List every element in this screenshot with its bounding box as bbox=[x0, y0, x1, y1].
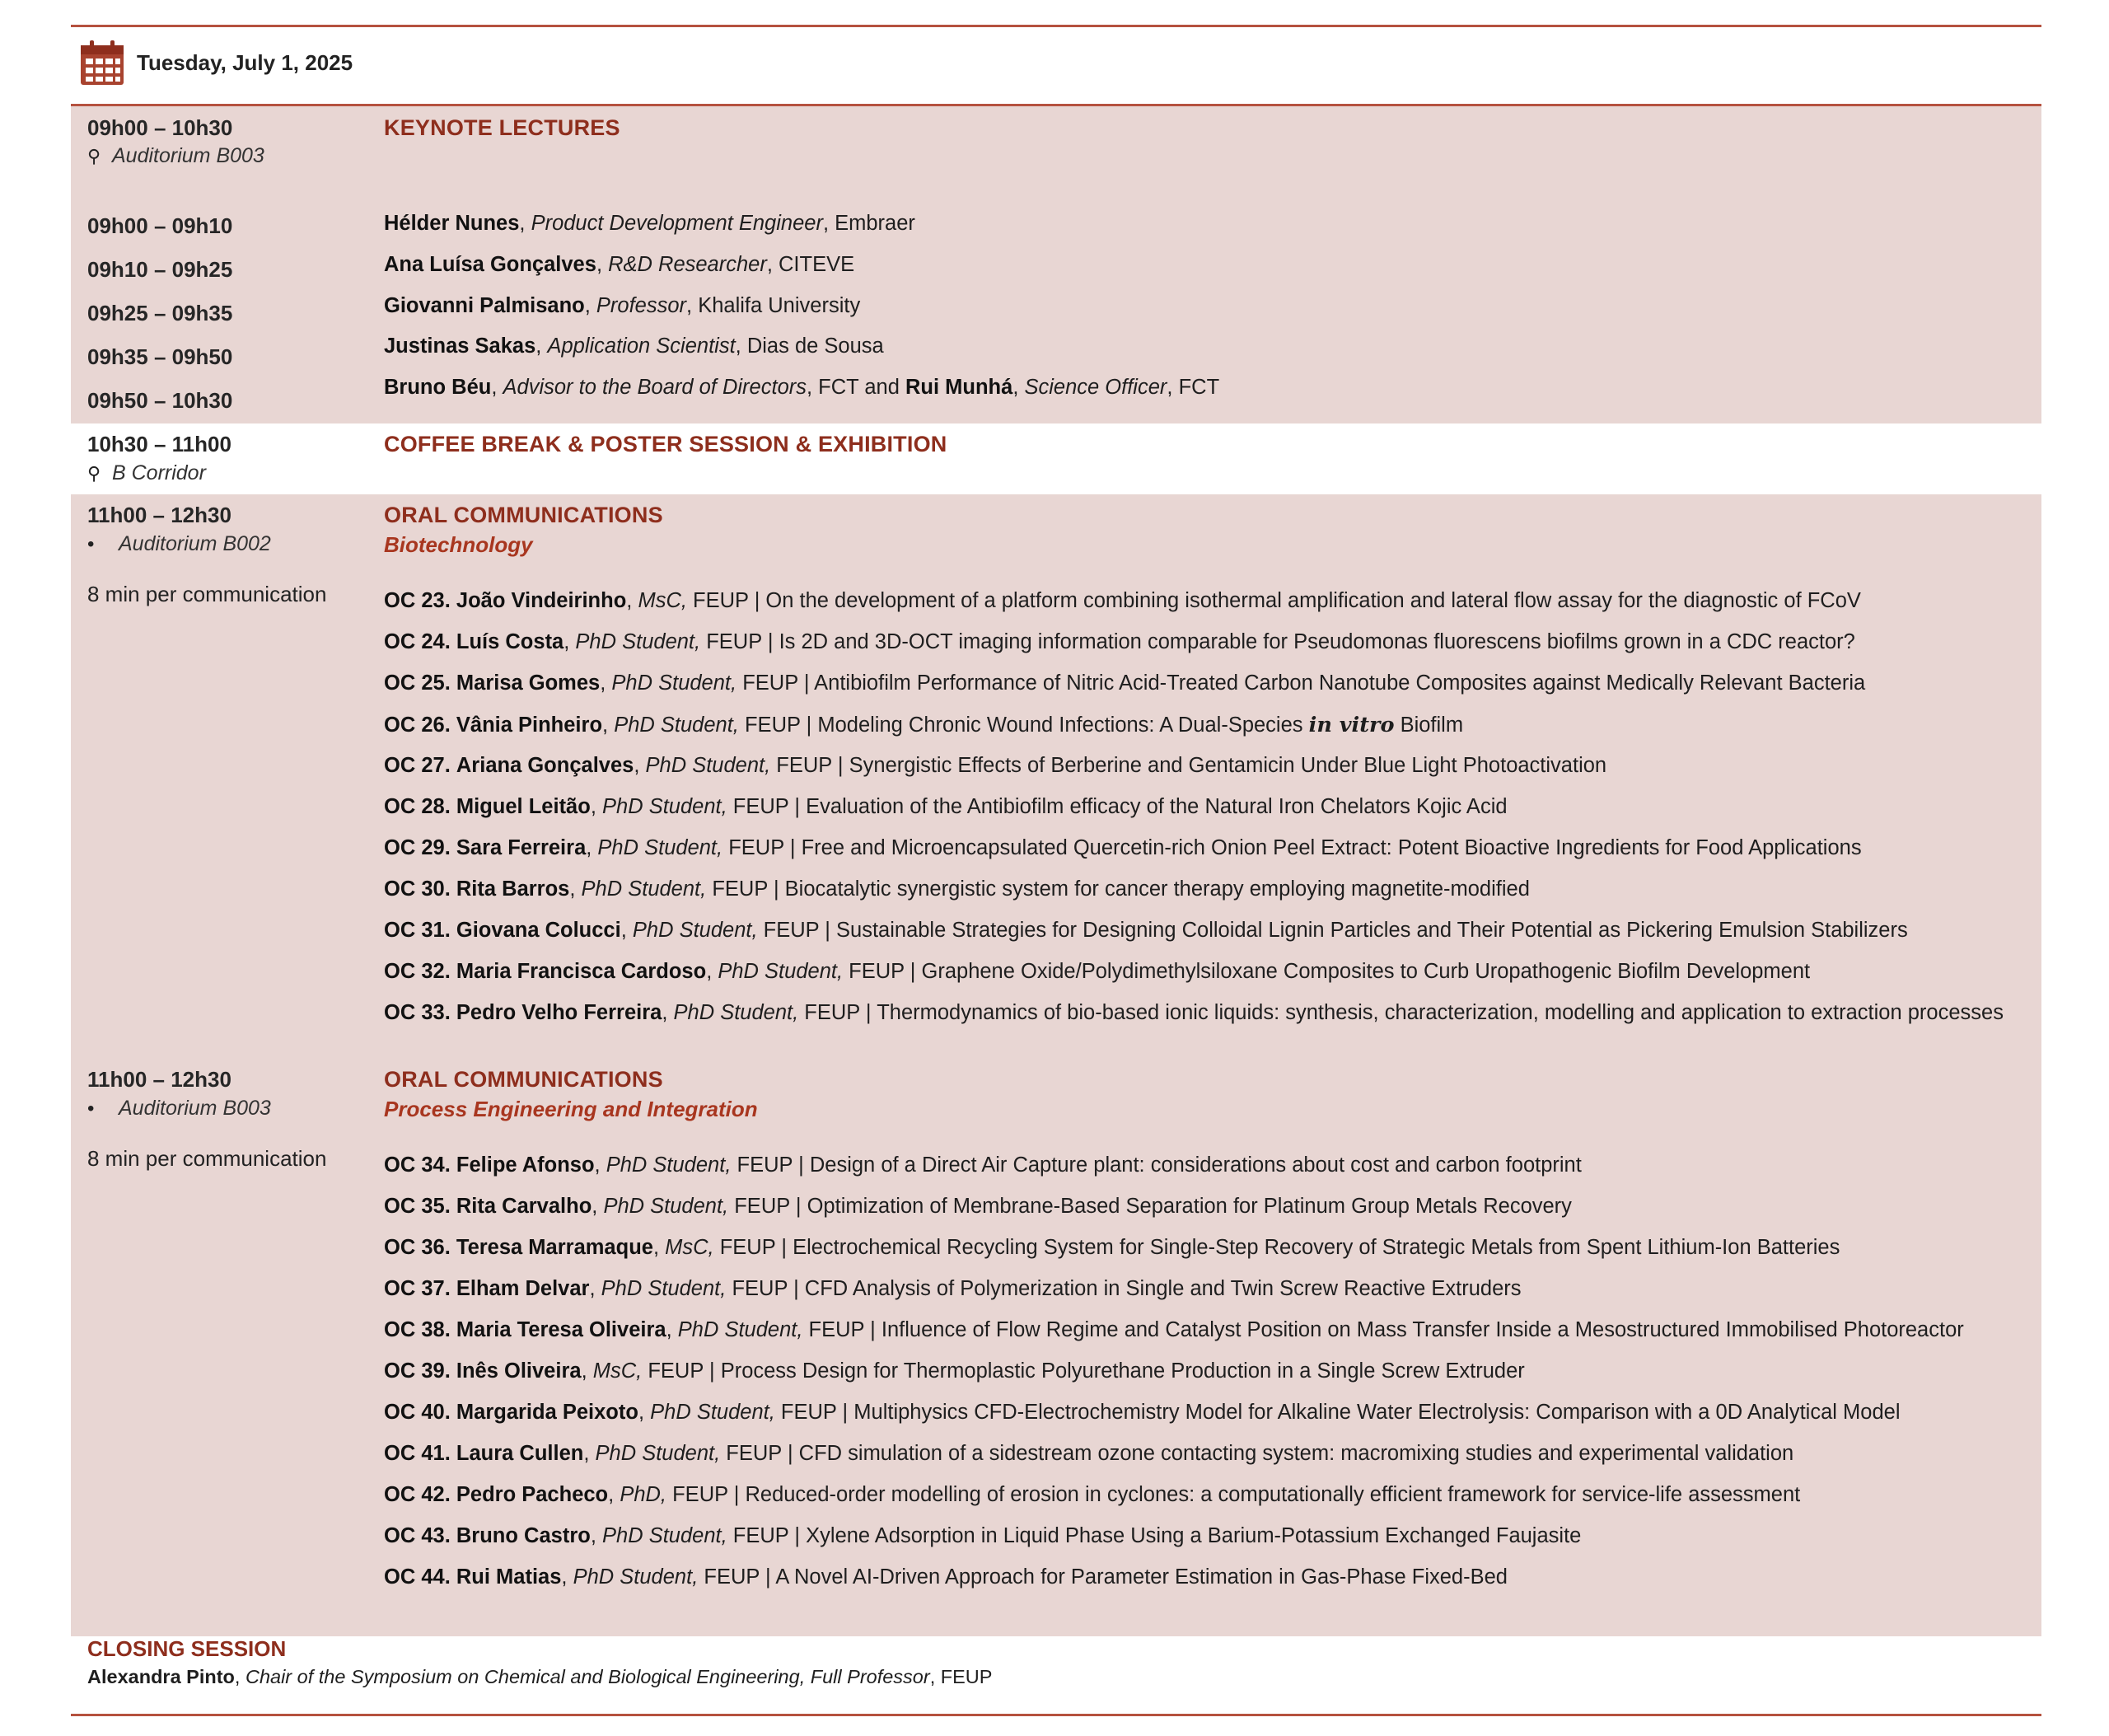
talk-org: FEUP bbox=[734, 1195, 790, 1218]
keynote-talk: Bruno Béu, Advisor to the Board of Directors, FCT and Rui Munhá, Science Officer, FCT bbox=[384, 376, 1220, 399]
talk-entry: OC 29. Sara Ferreira, PhD Student, FEUP | Free and Microencapsulated Quercetin-rich Onion Peel Extract: Potent Bioactive Ingredients for Food Applications bbox=[384, 836, 1862, 859]
coffee-time: 10h30 – 11h00 bbox=[87, 432, 231, 456]
keynote-talk: Justinas Sakas, Application Scientist, Dias de Sousa bbox=[384, 335, 884, 358]
bio-session-time: 11h00 – 12h30 bbox=[87, 503, 231, 527]
talk-speaker: Miguel Leitão bbox=[456, 795, 591, 818]
coffee-section bbox=[71, 423, 2041, 494]
talk-title: Biocatalytic synergistic system for cancer therapy employing magnetite-modified bbox=[784, 877, 1530, 901]
talk-code: OC 44. bbox=[384, 1565, 451, 1589]
talk-title-emphasis: in vitro bbox=[1308, 713, 1395, 737]
bullet-icon: • bbox=[87, 532, 95, 555]
talk-role: PhD Student, bbox=[718, 960, 844, 983]
map-pin-icon: ⚲ bbox=[87, 462, 101, 484]
speaker-name: Ana Luísa Gonçalves bbox=[384, 253, 596, 276]
talk-role: PhD Student, bbox=[597, 836, 723, 859]
bio-session-location-label: Auditorium B002 bbox=[119, 532, 271, 555]
proc-session-location-label: Auditorium B003 bbox=[119, 1097, 271, 1120]
speaker-org: CITEVE bbox=[779, 253, 855, 276]
talk-entry: OC 42. Pedro Pacheco, PhD, FEUP | Reduced-order modelling of erosion in cyclones: a computationally efficient framework for service-life assessment bbox=[384, 1483, 1801, 1506]
talk-entry: OC 33. Pedro Velho Ferreira, PhD Student, FEUP | Thermodynamics of bio-based ionic liquids: synthesis, characterization, modelling and application to extraction processes bbox=[384, 1001, 2004, 1024]
talk-role: PhD Student, bbox=[573, 1565, 699, 1589]
talk-role: PhD Student, bbox=[677, 1318, 803, 1341]
talk-title: Influence of Flow Regime and Catalyst Position on Mass Transfer Inside a Mesostructured Immobilised Photoreactor bbox=[881, 1318, 1964, 1341]
talk-code: OC 28. bbox=[384, 795, 451, 818]
speaker-role: Application Scientist bbox=[547, 335, 736, 358]
talk-title: Electrochemical Recycling System for Single-Step Recovery of Strategic Metals from Spent Lithium-Ion Batteries bbox=[793, 1236, 1840, 1259]
talk-role: PhD Student, bbox=[602, 1524, 727, 1547]
talk-org: FEUP bbox=[742, 671, 798, 695]
talk-title: Multiphysics CFD-Electrochemistry Model for Alkaline Water Electrolysis: Comparison with a 0D Analytical Model bbox=[853, 1401, 1901, 1424]
talk-title: Design of a Direct Air Capture plant: considerations about cost and carbon footprint bbox=[809, 1153, 1582, 1177]
talk-role: MsC, bbox=[592, 1359, 643, 1383]
talk-entry: OC 36. Teresa Marramaque, MsC, FEUP | Electrochemical Recycling System for Single-Step Recovery of Strategic Metals from Spent Lithium-Ion Batteries bbox=[384, 1236, 1840, 1259]
talk-speaker: Maria Teresa Oliveira bbox=[456, 1318, 666, 1341]
speaker-role: R&D Researcher bbox=[608, 253, 767, 276]
talk-entry: OC 41. Laura Cullen, PhD Student, FEUP | CFD simulation of a sidestream ozone contacting system: macromixing studies and experimental validation bbox=[384, 1442, 1794, 1465]
talk-role: PhD Student, bbox=[645, 754, 771, 777]
speaker-name: Justinas Sakas bbox=[384, 335, 536, 358]
talk-entry: OC 26. Vânia Pinheiro, PhD Student, FEUP | Modeling Chronic Wound Infections: A Dual-Species in vitro Biofilm bbox=[384, 713, 1464, 737]
keynote-time: 09h00 – 10h30 bbox=[87, 115, 233, 140]
talk-code: OC 33. bbox=[384, 1001, 451, 1024]
talk-role: MsC, bbox=[638, 589, 687, 612]
speaker-name: Bruno Béu bbox=[384, 376, 492, 399]
talk-speaker: Marisa Gomes bbox=[456, 671, 601, 695]
talk-title: Process Design for Thermoplastic Polyurethane Production in a Single Screw Extruder bbox=[720, 1359, 1525, 1383]
keynote-location-label: Auditorium B003 bbox=[112, 144, 264, 167]
bottom-divider bbox=[71, 1714, 2041, 1716]
speaker-name: Hélder Nunes bbox=[384, 212, 520, 235]
date-header bbox=[79, 38, 353, 87]
proc-session-location bbox=[87, 1097, 271, 1121]
talk-title: On the development of a platform combining isothermal amplification and lateral flow assay for the diagnostic of FCoV bbox=[765, 589, 1861, 612]
talk-title: Thermodynamics of bio-based ionic liquids: synthesis, characterization, modelling and application to extraction processes bbox=[877, 1001, 2004, 1024]
talk-org: FEUP bbox=[737, 1153, 793, 1177]
talk-title: Antibiofilm Performance of Nitric Acid-Treated Carbon Nanotube Composites against Medically Relevant Bacteria bbox=[814, 671, 1866, 695]
talk-entry: OC 34. Felipe Afonso, PhD Student, FEUP | Design of a Direct Air Capture plant: considerations about cost and carbon footprint bbox=[384, 1153, 1582, 1177]
oral-communications-block bbox=[71, 494, 2041, 1636]
talk-org: FEUP bbox=[808, 1318, 865, 1341]
talk-code: OC 35. bbox=[384, 1195, 451, 1218]
talk-org: FEUP bbox=[648, 1359, 704, 1383]
talk-code: OC 42. bbox=[384, 1483, 451, 1506]
talk-role: PhD Student, bbox=[606, 1153, 732, 1177]
talk-entry: OC 25. Marisa Gomes, PhD Student, FEUP | Antibiofilm Performance of Nitric Acid-Treated Carbon Nanotube Composites against Medically Relevant Bacteria bbox=[384, 671, 1866, 695]
keynote-talk: Ana Luísa Gonçalves, R&D Researcher, CITEVE bbox=[384, 253, 855, 276]
talk-org: FEUP bbox=[763, 919, 820, 942]
talk-entry: OC 43. Bruno Castro, PhD Student, FEUP | Xylene Adsorption in Liquid Phase Using a Barium-Potassium Exchanged Faujasite bbox=[384, 1524, 1582, 1547]
talk-speaker: Rita Barros bbox=[456, 877, 570, 901]
talk-entry: OC 24. Luís Costa, PhD Student, FEUP | Is 2D and 3D-OCT imaging information comparable for Pseudomonas fluorescens biofilms grown in a CDC reactor? bbox=[384, 630, 1855, 653]
talk-role: MsC, bbox=[665, 1236, 714, 1259]
talk-role: PhD Student, bbox=[595, 1442, 721, 1465]
coffee-title: COFFEE BREAK & POSTER SESSION & EXHIBITION bbox=[384, 432, 947, 456]
talk-role: PhD Student, bbox=[611, 671, 737, 695]
keynote-talk-time: 09h50 – 10h30 bbox=[87, 388, 233, 413]
talk-code: OC 38. bbox=[384, 1318, 451, 1341]
talk-title: Free and Microencapsulated Quercetin-rich Onion Peel Extract: Potent Bioactive Ingredients for Food Applications bbox=[801, 836, 1862, 859]
talk-org: FEUP bbox=[706, 630, 762, 653]
talk-entry: OC 23. João Vindeirinho, MsC, FEUP | On the development of a platform combining isothermal amplification and lateral flow assay for the diagnostic of FCoV bbox=[384, 589, 1861, 612]
talk-org: FEUP bbox=[804, 1001, 860, 1024]
closing-speaker-role: Chair of the Symposium on Chemical and Biological Engineering, Full Professor bbox=[245, 1666, 930, 1687]
talk-code: OC 43. bbox=[384, 1524, 451, 1547]
talk-speaker: Pedro Velho Ferreira bbox=[456, 1001, 662, 1024]
talk-title: Reduced-order modelling of erosion in cyclones: a computationally efficient framework for service-life assessment bbox=[745, 1483, 1801, 1506]
talk-code: OC 29. bbox=[384, 836, 451, 859]
talk-code: OC 41. bbox=[384, 1442, 451, 1465]
keynote-talk: Giovanni Palmisano, Professor, Khalifa University bbox=[384, 294, 861, 317]
speaker-name-2: Rui Munhá bbox=[905, 376, 1013, 399]
talk-entry: OC 28. Miguel Leitão, PhD Student, FEUP | Evaluation of the Antibiofilm efficacy of the Natural Iron Chelators Kojic Acid bbox=[384, 795, 1508, 818]
talk-entry: OC 30. Rita Barros, PhD Student, FEUP | Biocatalytic synergistic system for cancer therapy employing magnetite-modified bbox=[384, 877, 1530, 901]
talk-speaker: Elham Delvar bbox=[456, 1277, 590, 1300]
talk-entry: OC 40. Margarida Peixoto, PhD Student, FEUP | Multiphysics CFD-Electrochemistry Model for Alkaline Water Electrolysis: Comparison with a 0D Analytical Model bbox=[384, 1401, 1901, 1424]
talk-title: Xylene Adsorption in Liquid Phase Using a Barium-Potassium Exchanged Faujasite bbox=[806, 1524, 1582, 1547]
talk-title: Is 2D and 3D-OCT imaging information comparable for Pseudomonas fluorescens biofilms grown in a CDC reactor? bbox=[779, 630, 1855, 653]
speaker-org: FCT bbox=[818, 376, 859, 399]
talk-role: PhD Student, bbox=[650, 1401, 775, 1424]
speaker-org: Embraer bbox=[835, 212, 915, 235]
speaker-role: Product Development Engineer bbox=[531, 212, 823, 235]
talk-entry: OC 31. Giovana Colucci, PhD Student, FEUP | Sustainable Strategies for Designing Colloidal Lignin Particles and Their Potential as Pickering Emulsion Stabilizers bbox=[384, 919, 1908, 942]
keynote-talk-time: 09h25 – 09h35 bbox=[87, 301, 233, 325]
proc-session-note: 8 min per communication bbox=[87, 1146, 327, 1171]
talk-role: PhD Student, bbox=[581, 877, 707, 901]
speaker-joiner: and bbox=[858, 376, 905, 399]
proc-session-title: ORAL COMMUNICATIONS bbox=[384, 1067, 663, 1092]
talk-speaker: Margarida Peixoto bbox=[456, 1401, 638, 1424]
talk-role: PhD Student, bbox=[673, 1001, 799, 1024]
keynote-location bbox=[87, 144, 264, 168]
talk-code: OC 36. bbox=[384, 1236, 451, 1259]
talk-org: FEUP bbox=[712, 877, 768, 901]
talk-code: OC 39. bbox=[384, 1359, 451, 1383]
talk-code: OC 40. bbox=[384, 1401, 451, 1424]
keynote-talk-time: 09h10 – 09h25 bbox=[87, 257, 233, 282]
closing-speaker: Alexandra Pinto, Chair of the Symposium on Chemical and Biological Engineering, Full Professor, FEUP bbox=[87, 1666, 993, 1687]
talk-title: Modeling Chronic Wound Infections: A Dual-Species bbox=[817, 714, 1303, 737]
talk-speaker: Ariana Gonçalves bbox=[456, 754, 634, 777]
proc-session-topic: Process Engineering and Integration bbox=[384, 1097, 758, 1121]
talk-role: PhD, bbox=[620, 1483, 667, 1506]
closing-title: CLOSING SESSION bbox=[87, 1636, 287, 1661]
talk-code: OC 30. bbox=[384, 877, 451, 901]
talk-org: FEUP bbox=[704, 1565, 760, 1589]
talk-code: OC 23. bbox=[384, 589, 451, 612]
speaker-org: Khalifa University bbox=[698, 294, 861, 317]
talk-role: PhD Student, bbox=[632, 919, 758, 942]
talk-org: FEUP bbox=[672, 1483, 728, 1506]
talk-org: FEUP bbox=[728, 836, 784, 859]
talk-title: Graphene Oxide/Polydimethylsiloxane Composites to Curb Uropathogenic Biofilm Development bbox=[921, 960, 1811, 983]
talk-title: CFD simulation of a sidestream ozone contacting system: macromixing studies and experimental validation bbox=[798, 1442, 1794, 1465]
talk-org: FEUP bbox=[726, 1442, 782, 1465]
talk-entry: OC 37. Elham Delvar, PhD Student, FEUP | CFD Analysis of Polymerization in Single and Twin Screw Reactive Extruders bbox=[384, 1277, 1522, 1300]
talk-speaker: Giovana Colucci bbox=[456, 919, 621, 942]
talk-role: PhD Student, bbox=[575, 630, 701, 653]
talk-title: Sustainable Strategies for Designing Colloidal Lignin Particles and Their Potential as Pickering Emulsion Stabilizers bbox=[836, 919, 1908, 942]
talk-speaker: Sara Ferreira bbox=[456, 836, 587, 859]
talk-code: OC 27. bbox=[384, 754, 451, 777]
talk-code: OC 26. bbox=[384, 714, 451, 737]
talk-org: FEUP bbox=[732, 795, 789, 818]
speaker-role: Advisor to the Board of Directors bbox=[503, 376, 807, 399]
bio-session-note: 8 min per communication bbox=[87, 582, 327, 606]
map-pin-icon: ⚲ bbox=[87, 145, 101, 166]
keynote-talk-time: 09h35 – 09h50 bbox=[87, 344, 233, 369]
bio-session-location bbox=[87, 532, 271, 556]
keynote-talk-time: 09h00 – 09h10 bbox=[87, 213, 233, 238]
bio-session-topic: Biotechnology bbox=[384, 532, 533, 557]
talk-org: FEUP bbox=[693, 589, 749, 612]
keynote-talk: Hélder Nunes, Product Development Engineer, Embraer bbox=[384, 212, 915, 235]
talk-entry: OC 32. Maria Francisca Cardoso, PhD Student, FEUP | Graphene Oxide/Polydimethylsiloxane Composites to Curb Uropathogenic Biofilm Development bbox=[384, 960, 1811, 983]
talk-code: OC 37. bbox=[384, 1277, 451, 1300]
bio-session-title: ORAL COMMUNICATIONS bbox=[384, 503, 663, 527]
talk-title: Synergistic Effects of Berberine and Gentamicin Under Blue Light Photoactivation bbox=[849, 754, 1607, 777]
talk-speaker: Felipe Afonso bbox=[456, 1153, 595, 1177]
talk-org: FEUP bbox=[776, 754, 832, 777]
speaker-org: Dias de Sousa bbox=[746, 335, 884, 358]
proc-session-time: 11h00 – 12h30 bbox=[87, 1067, 231, 1092]
speaker-org-2: FCT bbox=[1178, 376, 1220, 399]
closing-speaker-name: Alexandra Pinto bbox=[87, 1666, 235, 1687]
talk-entry: OC 27. Ariana Gonçalves, PhD Student, FEUP | Synergistic Effects of Berberine and Gentamicin Under Blue Light Photoactivation bbox=[384, 754, 1607, 777]
talk-speaker: João Vindeirinho bbox=[456, 589, 627, 612]
talk-code: OC 34. bbox=[384, 1153, 451, 1177]
talk-title: CFD Analysis of Polymerization in Single and Twin Screw Reactive Extruders bbox=[804, 1277, 1522, 1300]
talk-code: OC 25. bbox=[384, 671, 451, 695]
talk-code: OC 31. bbox=[384, 919, 451, 942]
talk-entry: OC 44. Rui Matias, PhD Student, FEUP | A Novel AI-Driven Approach for Parameter Estimation in Gas-Phase Fixed-Bed bbox=[384, 1565, 1508, 1589]
talk-role: PhD Student, bbox=[603, 1195, 729, 1218]
talk-org: FEUP bbox=[744, 714, 801, 737]
speaker-name: Giovanni Palmisano bbox=[384, 294, 585, 317]
keynote-section bbox=[71, 106, 2041, 423]
talk-entry: OC 39. Inês Oliveira, MsC, FEUP | Process Design for Thermoplastic Polyurethane Production in a Single Screw Extruder bbox=[384, 1359, 1525, 1383]
top-divider bbox=[71, 25, 2041, 27]
closing-speaker-org: FEUP bbox=[940, 1666, 993, 1687]
talk-org: FEUP bbox=[719, 1236, 776, 1259]
talk-org: FEUP bbox=[732, 1277, 788, 1300]
talk-title: A Novel AI-Driven Approach for Parameter Estimation in Gas-Phase Fixed-Bed bbox=[775, 1565, 1508, 1589]
talk-title-tail: Biofilm bbox=[1394, 714, 1464, 737]
talk-speaker: Vânia Pinheiro bbox=[456, 714, 603, 737]
speaker-role: Professor bbox=[596, 294, 687, 317]
talk-org: FEUP bbox=[732, 1524, 789, 1547]
talk-speaker: Teresa Marramaque bbox=[456, 1236, 653, 1259]
coffee-location-label: B Corridor bbox=[112, 461, 206, 484]
talk-speaker: Bruno Castro bbox=[456, 1524, 591, 1547]
talk-speaker: Rita Carvalho bbox=[456, 1195, 592, 1218]
talk-code: OC 24. bbox=[384, 630, 451, 653]
talk-org: FEUP bbox=[849, 960, 905, 983]
talk-title: Evaluation of the Antibiofilm efficacy of the Natural Iron Chelators Kojic Acid bbox=[806, 795, 1508, 818]
talk-speaker: Laura Cullen bbox=[456, 1442, 584, 1465]
calendar-icon bbox=[79, 39, 125, 87]
coffee-location bbox=[87, 461, 206, 485]
date-label: Tuesday, July 1, 2025 bbox=[137, 49, 353, 75]
talk-speaker: Maria Francisca Cardoso bbox=[456, 960, 707, 983]
talk-org: FEUP bbox=[780, 1401, 837, 1424]
talk-speaker: Pedro Pacheco bbox=[456, 1483, 609, 1506]
talk-entry: OC 35. Rita Carvalho, PhD Student, FEUP | Optimization of Membrane-Based Separation for Platinum Group Metals Recovery bbox=[384, 1195, 1572, 1218]
talk-code: OC 32. bbox=[384, 960, 451, 983]
talk-speaker: Luís Costa bbox=[456, 630, 564, 653]
talk-title: Optimization of Membrane-Based Separation for Platinum Group Metals Recovery bbox=[807, 1195, 1572, 1218]
speaker-role-2: Science Officer bbox=[1024, 376, 1167, 399]
talk-role: PhD Student, bbox=[601, 1277, 727, 1300]
talk-role: PhD Student, bbox=[602, 795, 727, 818]
talk-entry: OC 38. Maria Teresa Oliveira, PhD Student, FEUP | Influence of Flow Regime and Catalyst Position on Mass Transfer Inside a Mesostructured Immobilised Photoreactor bbox=[384, 1318, 1964, 1341]
bullet-icon: • bbox=[87, 1097, 95, 1120]
talk-role: PhD Student, bbox=[614, 714, 739, 737]
talk-speaker: Inês Oliveira bbox=[456, 1359, 582, 1383]
talk-speaker: Rui Matias bbox=[456, 1565, 562, 1589]
keynote-title: KEYNOTE LECTURES bbox=[384, 115, 620, 140]
